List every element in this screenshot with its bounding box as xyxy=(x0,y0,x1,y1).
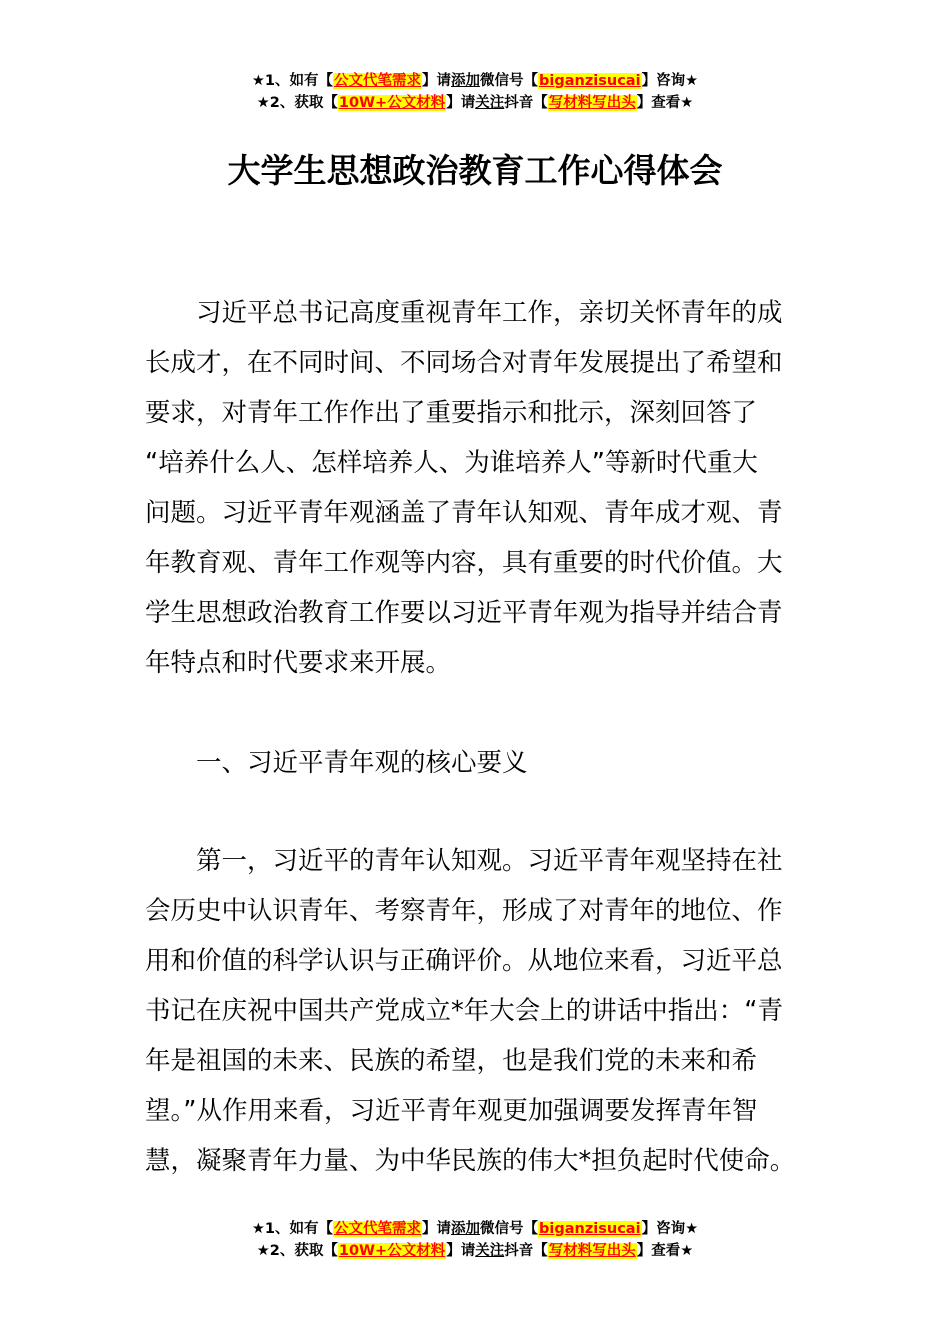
banner-underline-add: 添加 xyxy=(451,1221,481,1237)
banner-underline-follow: 关注 xyxy=(475,1243,505,1259)
banner-line-1 xyxy=(0,1218,950,1240)
banner-text: 】请 xyxy=(422,1221,452,1237)
top-banner xyxy=(0,70,950,114)
paragraph-line: 习近平总书记高度重视青年工作，亲切关怀青年的成 xyxy=(196,298,783,328)
paragraph-line: 学生思想政治教育工作要以习近平青年观为指导并结合青 xyxy=(145,598,783,628)
banner-highlight-wechat-id: biganzisucai xyxy=(539,1221,641,1237)
banner-highlight-service: 公文代笔需求 xyxy=(334,73,422,89)
banner-underline-add: 添加 xyxy=(451,73,481,89)
paragraph-line: 长成才，在不同时间、不同场合对青年发展提出了希望和 xyxy=(145,348,783,378)
banner-line-2 xyxy=(0,92,950,114)
banner-line-2 xyxy=(0,1240,950,1262)
paragraph-line: 问题。习近平青年观涵盖了青年认知观、青年成才观、青 xyxy=(145,498,783,528)
banner-text: 】请 xyxy=(422,73,452,89)
paragraph-line: 年是祖国的未来、民族的希望，也是我们党的未来和希 xyxy=(145,1046,758,1076)
banner-highlight-materials: 10W+公文材料 xyxy=(338,1243,446,1259)
banner-text: 抖音【 xyxy=(504,1243,548,1259)
paragraph-intro xyxy=(145,288,807,688)
banner-text: 】查看★ xyxy=(636,95,694,111)
paragraph-line: 书记在庆祝中国共产党成立*年大会上的讲话中指出：“青 xyxy=(145,996,783,1026)
banner-highlight-douyin: 写材料写出头 xyxy=(548,95,636,111)
paragraph-line: 会历史中认识青年、考察青年，形成了对青年的地位、作 xyxy=(145,896,783,926)
section-heading xyxy=(145,738,807,788)
paragraph-line: 要求，对青年工作作出了重要指示和批示，深刻回答了 xyxy=(145,398,758,428)
paragraph-line: 年特点和时代要求来开展。 xyxy=(145,648,452,678)
banner-highlight-wechat-id: biganzisucai xyxy=(539,73,641,89)
banner-text: 】查看★ xyxy=(636,1243,694,1259)
banner-text: 】请 xyxy=(446,95,476,111)
banner-underline-follow: 关注 xyxy=(475,95,505,111)
bottom-banner xyxy=(0,1218,950,1262)
document-title: 大学生思想政治教育工作心得体会 xyxy=(227,151,723,190)
section-heading-text: 一、习近平青年观的核心要义 xyxy=(196,748,528,778)
banner-text: 微信号【 xyxy=(480,1221,539,1237)
banner-text: 抖音【 xyxy=(504,95,548,111)
banner-text: ★1、如有【 xyxy=(251,1221,334,1237)
paragraph-line: 慧，凝聚青年力量、为中华民族的伟大*担负起时代使命。 xyxy=(145,1146,796,1176)
paragraph-line: 望。”从作用来看，习近平青年观更加强调要发挥青年智 xyxy=(145,1096,758,1126)
banner-text: ★1、如有【 xyxy=(251,73,334,89)
banner-highlight-service: 公文代笔需求 xyxy=(334,1221,422,1237)
banner-line-1 xyxy=(0,70,950,92)
banner-text: ★2、获取【 xyxy=(256,95,338,111)
banner-text: 】咨询★ xyxy=(641,73,699,89)
paragraph-line: 第一，习近平的青年认知观。习近平青年观坚持在社 xyxy=(196,846,783,876)
paragraph-line: “培养什么人、怎样培养人、为谁培养人”等新时代重大 xyxy=(145,448,758,478)
paragraph-youth-cognition xyxy=(145,836,807,1186)
banner-highlight-douyin: 写材料写出头 xyxy=(548,1243,636,1259)
banner-highlight-materials: 10W+公文材料 xyxy=(338,95,446,111)
banner-text: ★2、获取【 xyxy=(256,1243,338,1259)
banner-text: 微信号【 xyxy=(480,73,539,89)
banner-text: 】咨询★ xyxy=(641,1221,699,1237)
paragraph-line: 年教育观、青年工作观等内容，具有重要的时代价值。大 xyxy=(145,548,783,578)
paragraph-line: 用和价值的科学认识与正确评价。从地位来看，习近平总 xyxy=(145,946,783,976)
banner-text: 】请 xyxy=(446,1243,476,1259)
